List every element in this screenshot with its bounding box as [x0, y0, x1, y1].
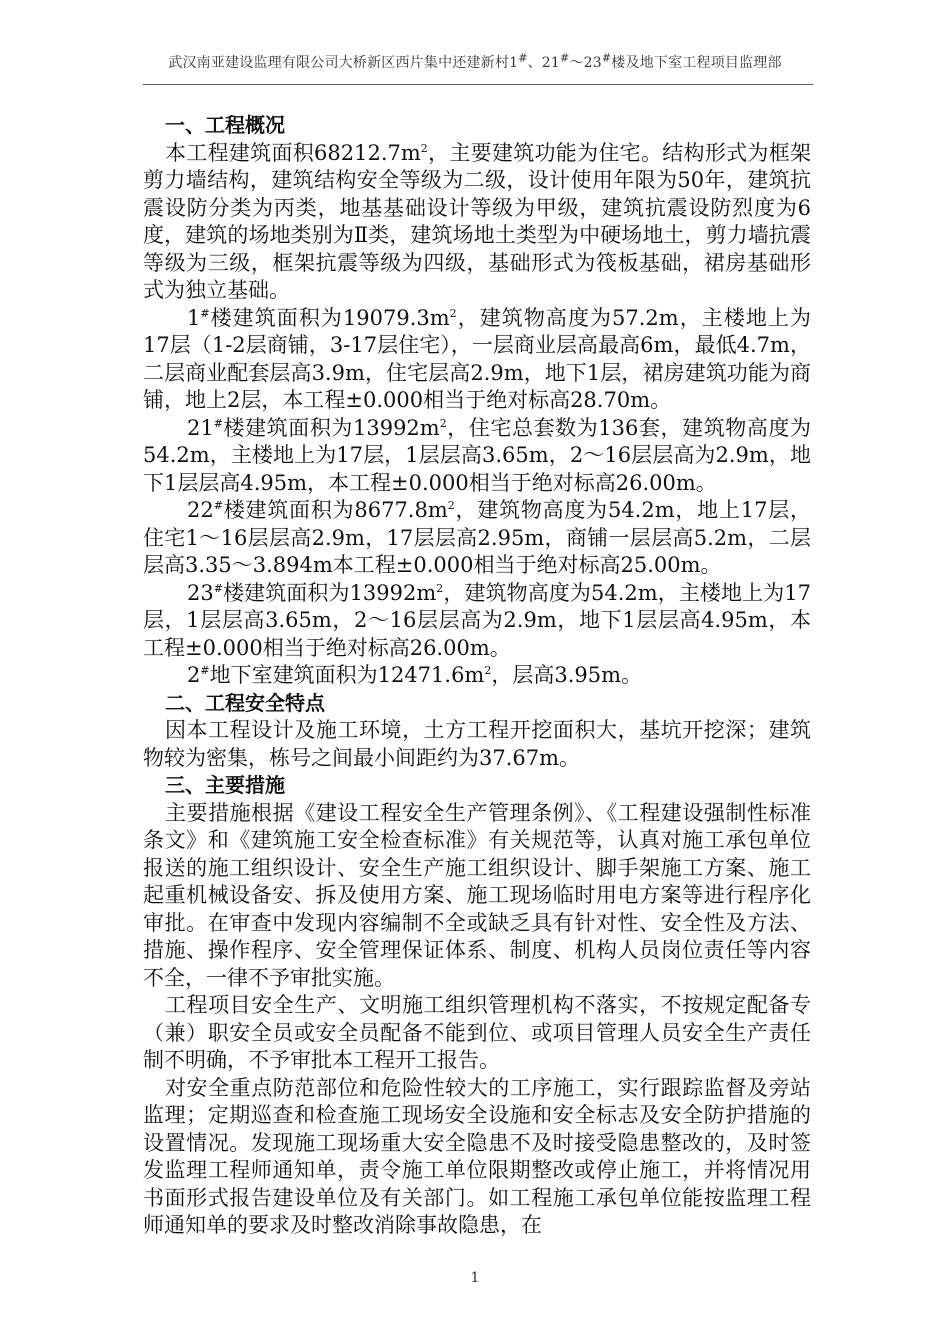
body-paragraph: 2#地下室建筑面积为$12471.6m^2$，层高3.95m。: [187, 663, 643, 687]
body-paragraph: 22#楼建筑面积为$8677.8m^2$，建筑物高度为54.2m，地上17层，住宅1～16层层高2.9m，17层层高2.95m，商铺一层层高5.2m，二层层高3.35～3.894m本工程±0.000相当于绝对标高25.00m。: [143, 498, 811, 577]
page-number: 1: [470, 1270, 480, 1286]
section-heading: 一、工程概况: [165, 113, 285, 137]
body-paragraph: 对安全重点防范部位和危险性较大的工序施工，实行跟踪监督及旁站监理；定期巡查和检查施工现场安全设施和安全标志及安全防护措施的设置情况。发现施工现场重大安全隐患不及时接受隐患整改的，及时签发监理工程师通知单，责令施工单位限期整改或停止施工，并将情况用书面形式报告建设单位及有关部门。如工程施工承包单位能按监理工程师通知单的要求及时整改消除事故隐患，在: [143, 1075, 811, 1237]
body-paragraph: 本工程建筑面积$68212.7m^2$，主要建筑功能为住宅。结构形式为框架剪力墙结构，建筑结构安全等级为二级，设计使用年限为50年，建筑抗震设防分类为丙类，地基基础设计等级为甲级，建筑抗震设防烈度为6度，建筑的场地类别为Ⅱ类，建筑场地土类型为中硬场地土，剪力墙抗震等级为三级，框架抗震等级为四级，基础形式为筏板基础，裙房基础形式为独立基础。: [143, 140, 811, 302]
header-divider: [143, 84, 813, 85]
body-paragraph: 主要措施根据《建设工程安全生产管理条例》、《工程建设强制性标准条文》和《建筑施工安全检查标准》有关规范等，认真对施工承包单位报送的施工组织设计、安全生产施工组织设计、脚手架施工方案、施工起重机械设备安、拆及使用方案、施工现场临时用电方案等进行程序化审批。在审查中发现内容编制不全或缺乏具有针对性、安全性及方法、措施、操作程序、安全管理保证体系、制度、机构人员岗位责任等内容不全，一律不予审批实施。: [143, 800, 811, 990]
section-heading: 二、工程安全特点: [165, 690, 325, 715]
page-header: 武汉南亚建设监理有限公司大桥新区西片集中还建新村1#、21#～23#楼及地下室工程项目监理部: [168, 51, 782, 71]
body-paragraph: 1#楼建筑面积为$19079.3m^2$，建筑物高度为57.2m，主楼地上为17层（1-2层商铺，3-17层住宅），一层商业层高最高6m，最低4.7m，二层商业配套层高3.9m，住宅层高2.9m，地下1层，裙房建筑功能为商铺，地上2层，本工程±0.000相当于绝对标高28.70m。: [143, 305, 811, 412]
body-paragraph: 21#楼建筑面积为$13992m^2$，住宅总套数为136套，建筑物高度为54.2m，主楼地上为17层，1层层高3.65m，2～16层层高为2.9m，地下1层层高4.95m，本工程±0.000相当于绝对标高26.00m。: [143, 415, 811, 495]
body-paragraph: 23#楼建筑面积为$13992m^2$，建筑物高度为54.2m，主楼地上为17层，1层层高3.65m，2～16层层高为2.9m，地下1层层高4.95m，本工程±0.000相当于绝对标高26.00m。: [143, 580, 811, 660]
body-paragraph: 因本工程设计及施工环境，土方工程开挖面积大，基坑开挖深；建筑物较为密集，栋号之间最小间距约为37.67m。: [143, 718, 811, 770]
body-paragraph: 工程项目安全生产、文明施工组织管理机构不落实，不按规定配备专（兼）职安全员或安全员配备不能到位、或项目管理人员安全生产责任制不明确，不予审批本工程开工报告。: [143, 993, 811, 1072]
section-heading: 三、主要措施: [165, 773, 285, 797]
document-body: [143, 112, 811, 1240]
